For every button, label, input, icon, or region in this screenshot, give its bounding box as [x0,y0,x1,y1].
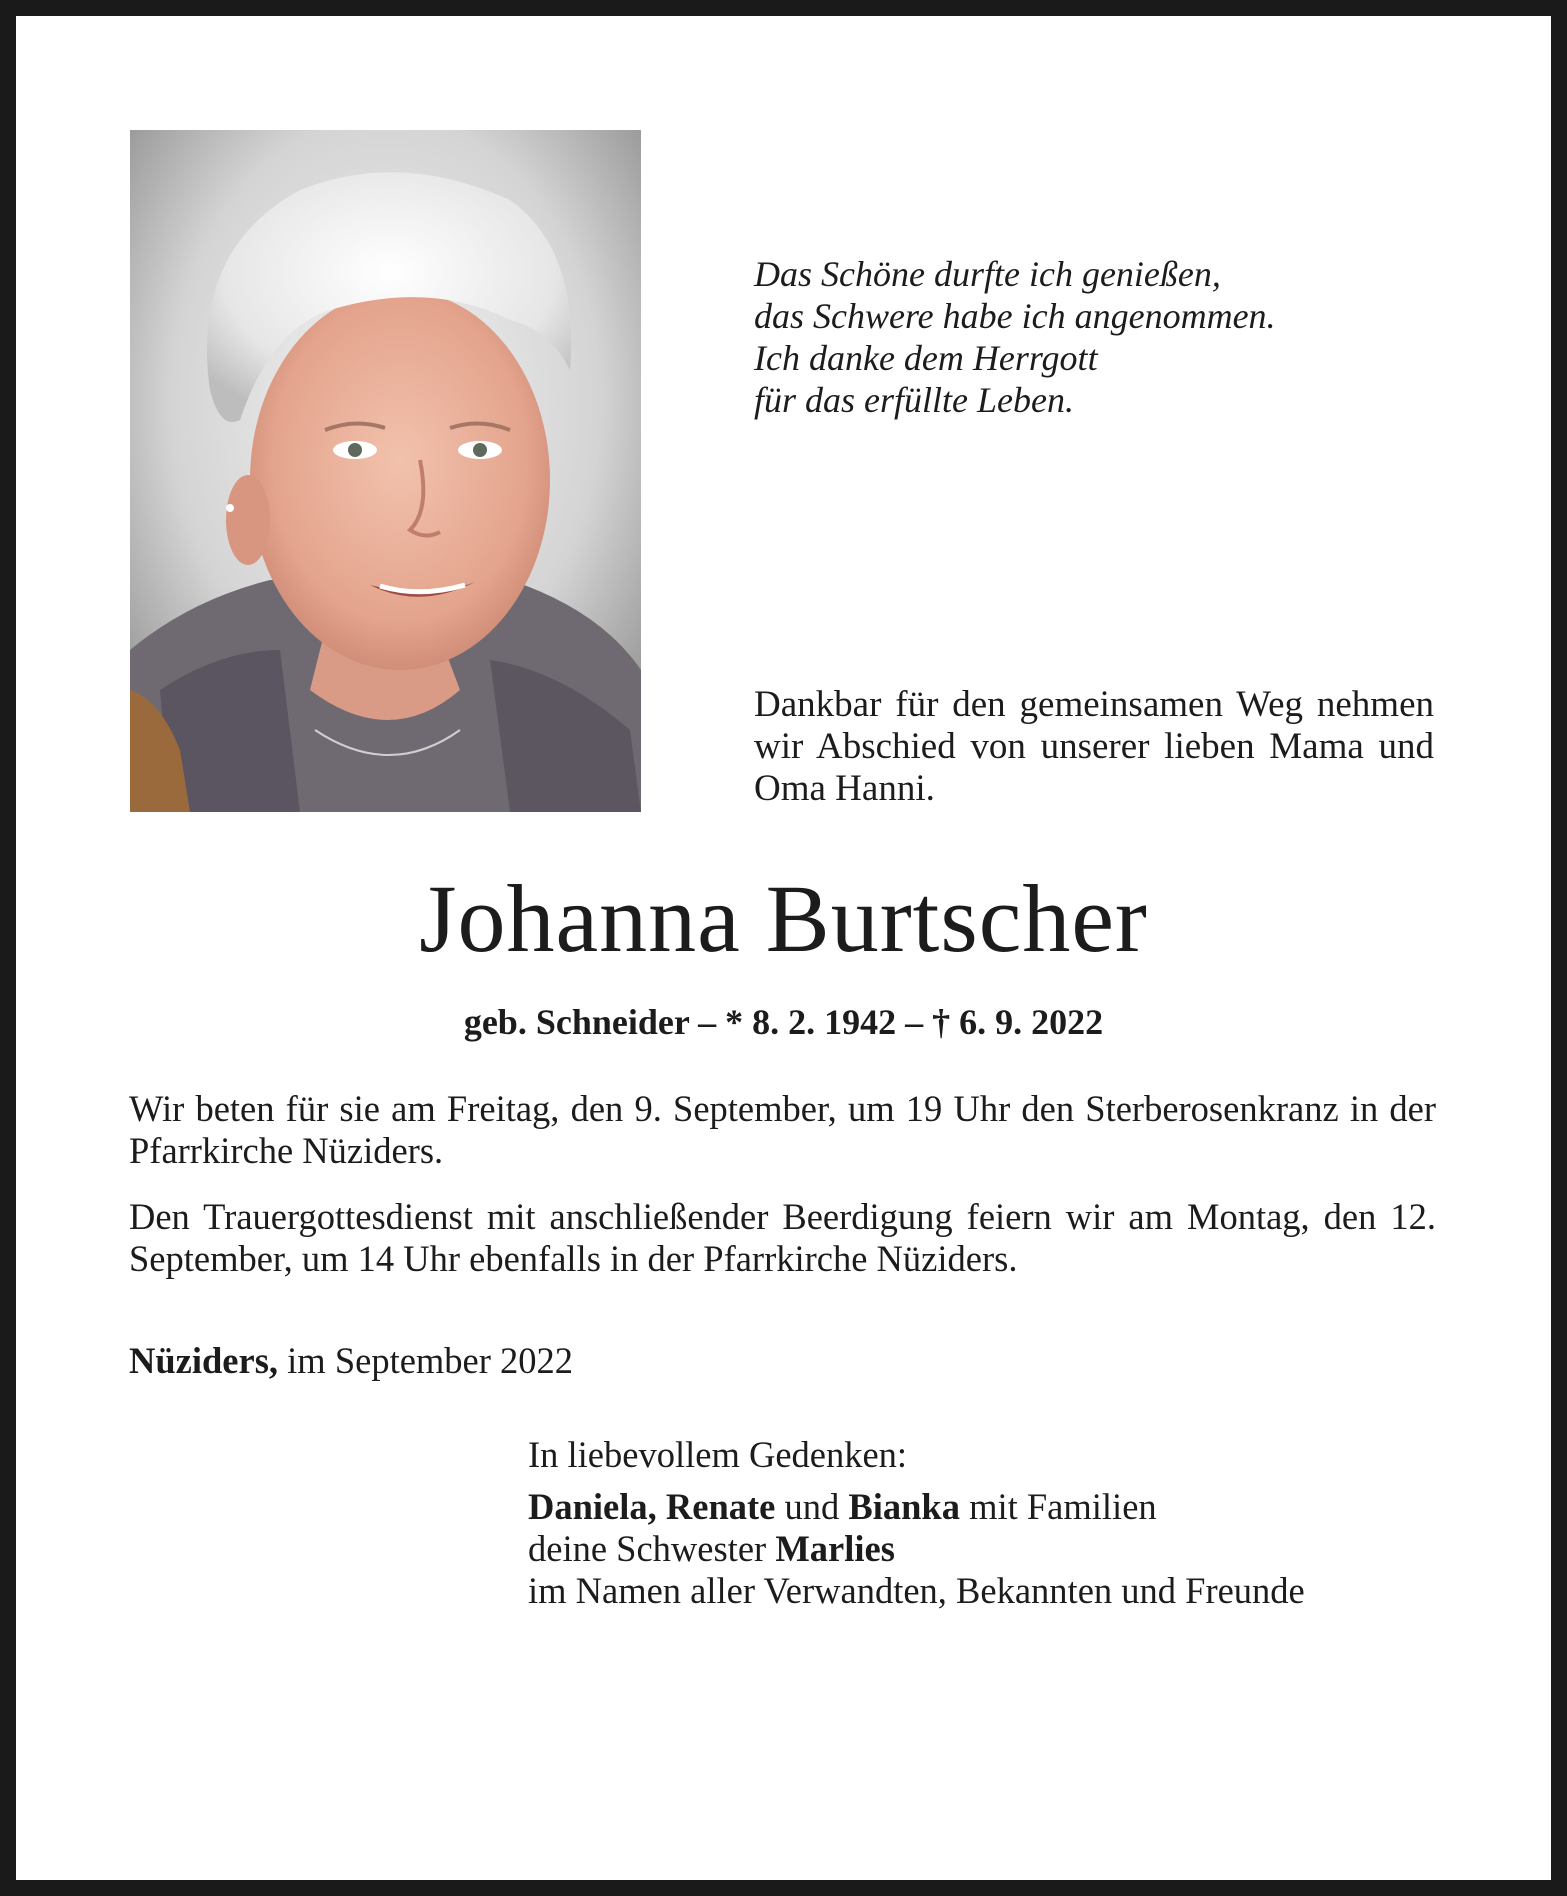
poem-line: Ich danke dem Herrgott [754,338,1098,378]
sister-prefix: deine Schwester [528,1528,776,1569]
funeral-announcement: Den Trauergottesdienst mit anschließender Beerdigung feiern wir am Montag, den 12. September, um 14 Uhr ebenfalls in der Pfarrkirche Nüziders. [129,1196,1436,1279]
life-dates: geb. Schneider – * 8. 2. 1942 – † 6. 9. 2022 [463,1002,1104,1042]
memorial-line-children [528,1486,1448,1528]
rosary-announcement: Wir beten für sie am Freitag, den 9. September, um 19 Uhr den Sterberosenkranz in der Pfarrkirche Nüziders. [129,1088,1436,1171]
poem-line: das Schwere habe ich angenommen. [754,296,1276,336]
portrait-illustration [130,130,641,812]
children-names: Daniela, Renate [528,1486,776,1527]
families-text: mit Familien [959,1486,1157,1527]
issue-date: im September 2022 [278,1340,574,1381]
poem-line: für das erfüllte Leben. [754,380,1074,420]
sister-name: Marlies [775,1528,895,1569]
town-name: Nüziders, [129,1340,279,1381]
obituary-card [16,16,1551,1880]
poem-quote [754,253,1394,421]
conjunction: und [775,1486,849,1527]
memorial-signatures [528,1434,1448,1612]
deceased-name: Johanna Burtscher [419,865,1148,972]
memorial-line-sister [528,1528,1448,1570]
memorial-intro: In liebevollem Gedenken: [528,1434,908,1475]
child-name: Bianka [848,1486,960,1527]
portrait-photo [130,130,641,812]
farewell-text: Dankbar für den gemeinsamen Weg nehmen wir Abschied von unserer lieben Mama und Oma Hanni. [754,684,1434,809]
poem-line: Das Schöne durfte ich genießen, [754,254,1221,294]
place-and-date [129,1340,573,1382]
memorial-line-relatives: im Namen aller Verwandten, Bekannten und Freunde [528,1570,1305,1611]
